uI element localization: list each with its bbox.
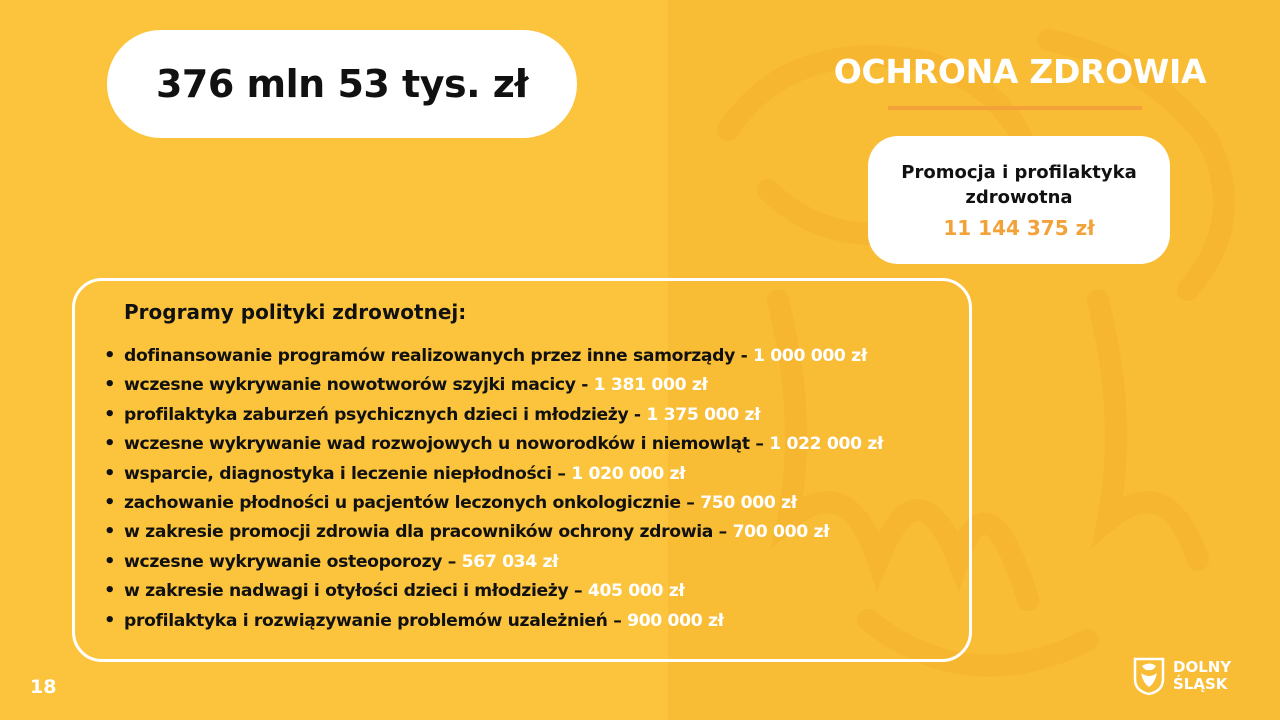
program-text: dofinansowanie programów realizowanych przez inne samorządy - [124,346,753,366]
program-amount: 700 000 zł [732,522,830,543]
bullet-icon: • [104,403,116,425]
program-amount: 1 022 000 zł [769,434,884,455]
program-amount: 1 000 000 zł [753,346,867,366]
program-amount: 900 000 zł [627,610,724,631]
program-text: wczesne wykrywanie wad rozwojowych u noworodków i niemowląt – [124,434,770,455]
total-budget-value: 376 mln 53 tys. zł [155,62,528,106]
program-text: w zakresie nadwagi i otyłości dzieci i młodzieży – [124,581,588,602]
bullet-icon: • [104,609,116,631]
program-amount: 405 000 zł [587,581,685,602]
logo-line-1: DOLNY [1173,658,1232,676]
program-text: profilaktyka i rozwiązywanie problemów uzależnień – [124,610,628,631]
program-text: zachowanie płodności u pacjentów leczonych onkologicznie – [124,492,701,513]
logo-text [1173,659,1231,693]
bullet-icon: • [104,462,116,484]
bullet-icon: • [104,491,116,513]
program-text: wsparcie, diagnostyka i leczenie niepłodności – [124,463,572,484]
bullet-icon: • [104,374,116,396]
list-item [104,517,883,546]
eagle-crest-icon [1133,657,1165,695]
program-text: w zakresie promocji zdrowia dla pracowników ochrony zdrowia – [124,522,733,543]
total-budget-badge [107,30,577,138]
page-number: 18 [30,676,57,698]
promo-amount: 11 144 375 zł [943,216,1095,240]
program-text: wczesne wykrywanie osteoporozy – [124,551,462,572]
bullet-icon: • [104,550,116,572]
title-underline [888,106,1142,110]
list-item [104,341,883,370]
program-text: profilaktyka zaburzeń psychicznych dzieci i młodzieży - [124,404,647,425]
section-title: OCHRONA ZDROWIA [833,52,1207,91]
dolny-slask-logo [1133,657,1231,695]
promo-label: Promocja i profilaktyka zdrowotna [901,162,1137,208]
bullet-icon: • [104,580,116,602]
program-amount: 1 381 000 zł [593,375,708,396]
program-amount: 1 375 000 zł [646,404,761,425]
program-amount: 750 000 zł [700,492,797,513]
list-item [104,400,883,429]
promo-card [868,136,1170,264]
list-item [104,459,883,488]
bullet-icon: • [104,345,116,366]
program-amount: 1 020 000 zł [571,463,686,484]
program-text: wczesne wykrywanie nowotworów szyjki macicy - [124,375,594,396]
logo-line-2: ŚLĄSK [1173,675,1228,693]
program-list [104,341,883,635]
list-item [104,547,883,576]
bullet-icon: • [104,521,116,543]
list-item [104,429,883,458]
program-amount: 567 034 zł [461,551,559,572]
bullet-icon: • [104,433,116,455]
list-item [104,576,883,605]
list-item [104,488,883,517]
list-item [104,606,883,635]
programs-heading: Programy polityki zdrowotnej: [124,300,467,324]
list-item [104,370,883,399]
